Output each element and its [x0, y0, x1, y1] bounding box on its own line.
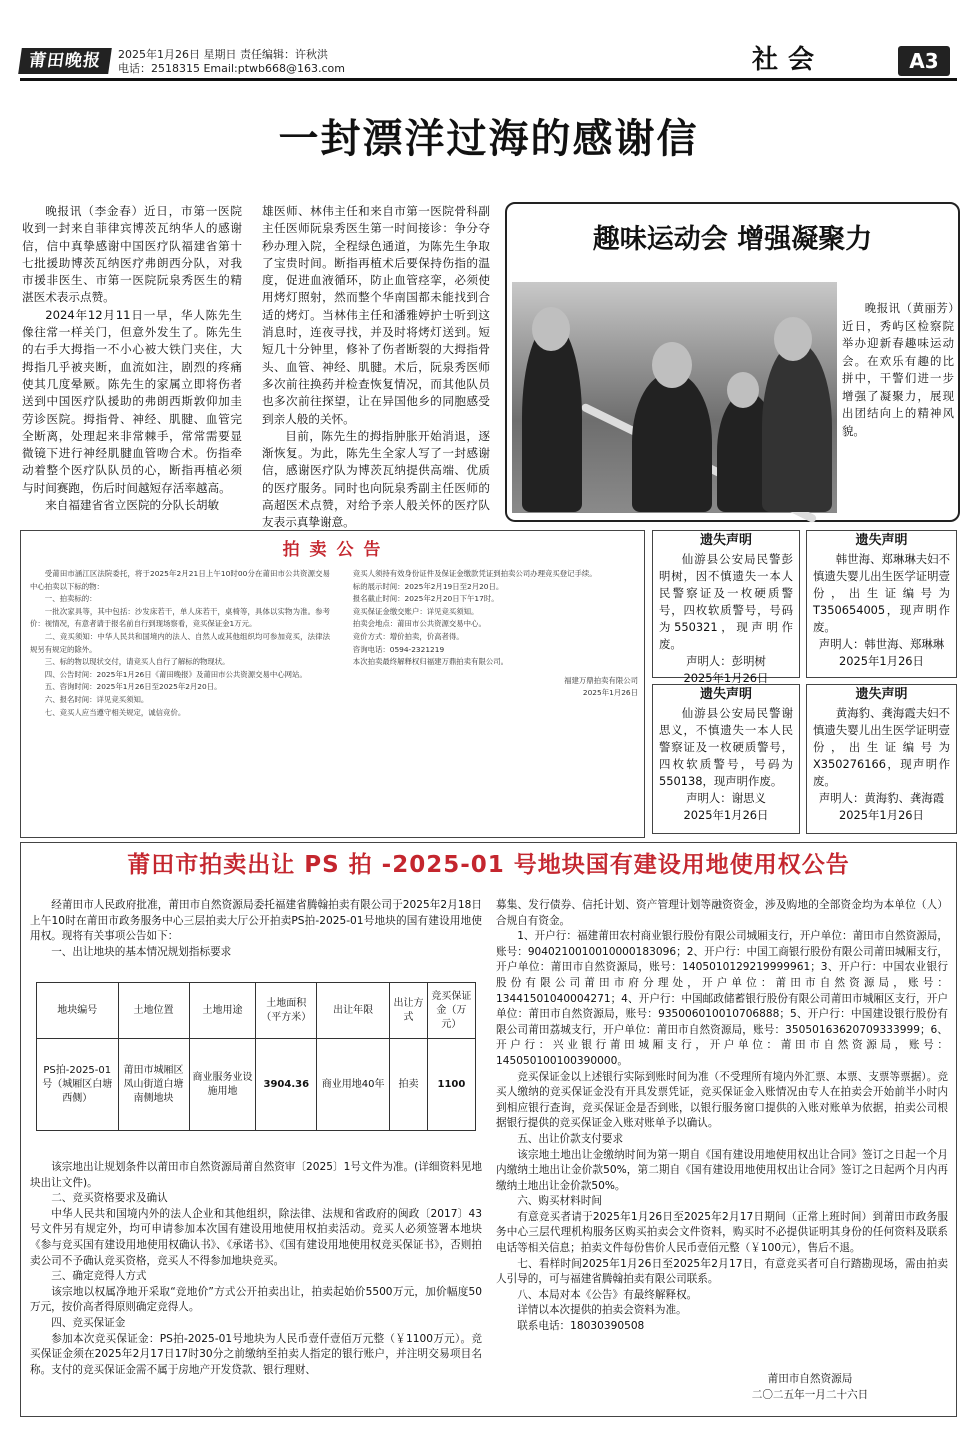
- photo-caption-text: 晚报讯（黄丽芳）近日，秀屿区检察院举办迎新春趣味运动会。在欢乐有趣的比拼中，干警们进一步增强了凝聚力，展现出团结向上的精神风貌。: [842, 301, 954, 438]
- face-shape: [727, 372, 759, 408]
- contact-line: 电话：2518315 Email:ptwb668@163.com: [118, 62, 345, 75]
- article-paragraph: 2024年12月11日一早，华人陈先生像往常一样关门，但意外发生了。陈先生的右手大拇指一不小心被大铁门夹住，大拇指几乎被夹断，血流如注，剧烈的疼痛使其几度晕厥。陈先生的家属立即将伤者送到中国医疗队援助的弗朗西斯敦仰加圭劳诊医院。拇指骨、神经、肌腱、血管完全断离，处理起来非常棘手，常常需要显微镜下进行神经肌腱血管吻合术。伤指牵动着整个医疗队队员的心，断指再植必须与时间赛跑，伤后时间越短存活率越高。: [22, 307, 242, 495]
- auction-para: 三、标的物以现状交付，请竞买人自行了解标的物现状。: [44, 657, 230, 667]
- land-para: 五、出让价款支付要求: [517, 1132, 624, 1145]
- land-para: 竞买保证金以上述银行实际到账时间为准（不受理所有境内外汇票、本票、支票等票据）。竞买人缴纳的竞买保证金没有开具发票凭证，竞买保证金入账情况由专人在拍卖会开始前半小时内到相应银行查询，竞买保证金是否到账，以银行服务窗口提供的入账对账单为依据，拍卖公司根据银行提供的竞买保证金入账对账单予以确认。: [496, 1070, 948, 1130]
- header-rule: [20, 78, 957, 81]
- land-notice-signature: [690, 1372, 930, 1403]
- land-para: 该宗地以权属净地开采取“竞地价”方式公开拍卖出让，拍卖起始价5500万元，加价幅度50万元，按价高者得原则确定竞得人。: [30, 1285, 482, 1314]
- face-shape: [652, 342, 692, 388]
- table-header-cell: 土地用途: [189, 983, 256, 1039]
- photo-caption: [842, 300, 954, 440]
- land-para: 中华人民共和国境内外的法人企业和其他组织，除法律、法规和省政府的闽政〔2017〕43号文件另有规定外，均可申请参加本次国有建设用地使用权拍卖活动。竞买人必须签署本地块《参与竞买国有建设用地使用权确认书》、《承诺书》、《国有建设用地使用权竞买保证书》，否则拍卖公司不予确认竞买资格，竞买人不得参加地块竞买。: [30, 1207, 482, 1267]
- land-para: 七、看样时间2025年1月26日至2025年2月17日，有意竞买者可自行踏勘现场，需由拍卖人引导的，可与福建省腾翰拍卖有限公司联系。: [496, 1257, 948, 1286]
- lost-notice-body: 韩世海、郑琳琳夫妇不慎遗失婴儿出生医学证明壹份，出生证编号为T350654005，现声明作废。: [813, 552, 950, 634]
- table-cell: 莆田市城厢区凤山街道白塘南侧地块: [118, 1039, 189, 1131]
- auction-para: 一、拍卖标的：: [44, 594, 97, 604]
- land-para: 该宗地出让规划条件以莆田市自然资源局莆自然资审〔2025〕1号文件为准。(详细资料见地块出让文件)。: [30, 1161, 482, 1189]
- tug-of-war-photo: [512, 282, 837, 513]
- article-paragraph: 来自福建省省立医院的分队长胡敏: [45, 498, 220, 513]
- table-header-cell: 土地面积（平方米）: [256, 983, 317, 1039]
- auction-para: 五、咨询时间：2025年1月26日至2025年2月20日。: [44, 682, 222, 692]
- table-cell: 商业服务业设施用地: [189, 1039, 256, 1131]
- lost-notice-date: 2025年1月26日: [839, 654, 924, 668]
- lost-notice-signer: 声明人：彭明树: [686, 654, 766, 668]
- lost-notice-date: 2025年1月26日: [839, 808, 924, 822]
- land-notice-left-column: [30, 1160, 482, 1410]
- article-column-1: [22, 203, 242, 515]
- article-paragraph: 晚报讯（李金春）近日，市第一医院收到一封来自菲律宾博茨瓦纳华人的感谢信，信中真挚感谢中国医疗队福建省第十七批援助博茨瓦纳医疗弗朗西分队，对我市援非医生、市第一医院阮泉秀医生的精湛医术表示点赞。: [22, 204, 242, 305]
- table-header-cell: 竞买保证金（万元）: [427, 983, 475, 1039]
- land-notice-right-column: [496, 898, 948, 1368]
- land-parcel-table: [36, 982, 476, 1131]
- land-date: 二〇二五年一月二十六日: [751, 1388, 869, 1401]
- article-headline: 一封漂洋过海的感谢信: [278, 116, 699, 162]
- auction-para: 本次拍卖最终解释权归福建万鼎拍卖有限公司。: [352, 657, 509, 667]
- lost-notice-title: 遗失声明: [855, 533, 908, 548]
- table-cell: 拍卖: [390, 1039, 428, 1131]
- face-shape: [532, 307, 570, 351]
- auction-para: 一批次家具等，其中包括：沙发床若干，单人床若干，桌椅等，具体以实物为准。参考价：视情况，有意者请于报名前自行到现场察看，竞买保证金1万元。: [30, 606, 330, 629]
- land-para: 联系电话：18030390508: [517, 1320, 645, 1333]
- auction-para: 报名截止时间：2025年2月20日下午17时。: [352, 594, 499, 604]
- auction-para: 七、竞买人应当遵守相关规定，诚信竞价。: [44, 707, 186, 717]
- land-section-1: 一、出让地块的基本情况规划指标要求: [51, 945, 232, 958]
- lost-notice: [652, 530, 800, 685]
- lost-notice-title: 遗失声明: [699, 533, 752, 548]
- table-header-row: [37, 983, 476, 1039]
- auction-para: 四、公告时间：2025年1月26日《莆田晚报》及莆田市公共资源交易中心网站。: [44, 669, 307, 679]
- lost-notice-date: 2025年1月26日: [683, 671, 769, 685]
- person-shape: [762, 342, 832, 512]
- lost-notice-signer: 声明人：黄海豹、龚海霞: [818, 791, 945, 805]
- table-cell: 商业用地40年: [317, 1039, 390, 1131]
- auction-company: 福建万鼎拍卖有限公司: [564, 675, 638, 685]
- lost-notice-signer: 声明人：谢思义: [686, 791, 766, 805]
- person-shape: [632, 372, 712, 512]
- auction-para: 标的展示时间：2025年2月19日至2月20日。: [352, 581, 504, 591]
- lost-notice-date: 2025年1月26日: [683, 808, 769, 822]
- auction-para: 竞买人须持有效身份证件及保证金缴款凭证到拍卖公司办理竞买登记手续。: [352, 569, 597, 578]
- lost-notice-title: 遗失声明: [699, 687, 752, 702]
- land-para: 该宗地土地出让金缴纳时间为第一期自《国有建设用地使用权出让合同》签订之日起一个月内缴纳土地出让金价款50%，第二期自《国有建设用地使用权出让合同》签订之日起两个月内再缴纳土地出让金价款50%。: [496, 1148, 948, 1192]
- table-header-cell: 土地位置: [118, 983, 189, 1039]
- auction-para: 拍卖会地点：莆田市公共资源交易中心。: [352, 619, 486, 629]
- lost-notice-body: 黄海豹、龚海霞夫妇不慎遗失婴儿出生医学证明壹份，出生证编号为X350276166，现声明作废。: [813, 706, 950, 788]
- land-para: 六、购买材料时间: [517, 1195, 602, 1208]
- land-para: 1、开户行：福建莆田农村商业银行股份有限公司城厢支行，开户单位：莆田市自然资源局，账号：9040210010010000183096；2、开户行：中国工商银行股份有限公司莆田城厢支行，开户单位：莆田市自然资源局，账号：1405010129219999961；3、开户行：中国农业银行股份有限公司莆田市府分理处，开户单位：莆田市自然资源局，账号：13441501040004271；4、开户行：中国邮政储蓄银行股份有限公司莆田市城厢区支行，开户单位：莆田市自然资源局，账号：935006010010706888；5、开户行：中国建设银行股份有限公司莆田荔城支行，开户单位：莆田市自然资源局，账号：35050163620709333999；6、开户行：兴业银行莆田城厢支行，开户单位：莆田市自然资源局，账号：145050100100390000。: [496, 930, 948, 1067]
- auction-para: 咨询电话：0594-2321219: [352, 644, 445, 654]
- land-para: 参加本次竞买保证金：PS拍-2025-01号地块为人民币壹仟壹佰万元整（￥1100万元）。竞买保证金须在2025年2月17日17时30分之前缴纳至拍卖人指定的银行账户，并注明交易项目名称。支付的竞买保证金需不属于房地产开发贷款、银行理财、: [30, 1332, 482, 1376]
- land-para: 三、确定竞得人方式: [51, 1270, 147, 1283]
- table-header-cell: 出让方式: [390, 983, 428, 1039]
- lost-notice-body: 仙游县公安局民警谢思义，不慎遗失一本人民警察证及一枚硬质警号，四枚软质警号，号码为550138，现声明作废。: [659, 706, 793, 788]
- face-shape: [774, 317, 812, 361]
- article-paragraph: 雄医师、林伟主任和来自市第一医院骨科副主任医师阮泉秀医生第一时间接诊：争分夺秒办理入院，全程绿色通道，为陈先生争取了宝贵时间。断指再植术后要保持伤指的温度，促进血液循环，防止血管痉挛，必须使用烤灯照射，然而整个华南国都未能找到合适的烤灯。当林伟主任和潘雅婷护士听到这消息时，连夜寻找，并及时将烤灯送到。短短几十分钟里，修补了伤者断裂的大拇指骨头、血管、神经、肌腱。术后，阮泉秀医师多次前往换药并检查恢复情况，而其他队员也多次前往探望，让在异国他乡的同胞感受到亲人般的关怀。: [262, 204, 490, 426]
- table-cell: 3904.36: [256, 1039, 317, 1131]
- land-para: 详情以本次提供的拍卖会资料为准。: [517, 1304, 687, 1317]
- table-row: [37, 1039, 476, 1131]
- newspaper-logo: 莆田晚报: [18, 48, 112, 74]
- auction-notice-column-2: [338, 568, 638, 830]
- auction-para: 竞价方式：增价拍卖，价高者得。: [352, 631, 464, 641]
- masthead-meta: [118, 48, 345, 76]
- land-intro-text: 经莆田市人民政府批准，莆田市自然资源局委托福建省腾翰拍卖有限公司于2025年2月18日上午10时在莆田市政务服务中心三层拍卖大厅公开拍卖PS拍-2025-01号地块的国有建设用地使用权。现将有关事项公告如下：: [30, 899, 482, 943]
- page-number: A3: [898, 46, 950, 76]
- land-para: 八、本局对本《公告》有最终解释权。: [517, 1288, 698, 1301]
- table-header-cell: 出让年限: [317, 983, 390, 1039]
- auction-para: 六、报名时间：详见竞买须知。: [44, 694, 149, 704]
- lost-notice-body: 仙游县公安局民警彭明树，因不慎遗失一本人民警察证及一枚硬质警号，四枚软质警号，号码为550321，现声明作废。: [659, 552, 793, 651]
- table-cell: 1100: [427, 1039, 475, 1131]
- lost-notice-signer: 声明人：韩世海、郑琳琳: [818, 637, 945, 651]
- lost-notice-title: 遗失声明: [855, 687, 908, 702]
- table-cell: PS拍-2025-01号（城厢区白塘西侧）: [37, 1039, 119, 1131]
- land-para: 有意竞买者请于2025年1月26日至2025年2月17日期间（正常上班时间）到莆田市政务服务中心三层代理机构服务区购买拍卖会文件资料，购买时不必提供证明其身份的任何资料及联系电话等相关信息；拍卖文件每份售价人民币壹佰元整（￥100元），售后不退。: [496, 1210, 948, 1255]
- auction-notice-column-1: [30, 568, 330, 830]
- table-header-cell: 地块编号: [37, 983, 119, 1039]
- auction-notice-title: 拍 卖 公 告: [282, 540, 383, 560]
- section-title: 社会: [752, 45, 825, 75]
- photo-story-title: 趣味运动会 增强凝聚力: [592, 224, 873, 255]
- lost-notice: [806, 530, 957, 678]
- lost-notice: [806, 684, 957, 834]
- auction-para: 二、竞买须知：中华人民共和国境内的法人、自然人或其他组织均可参加竞买，法律法规另有规定的除外。: [30, 631, 330, 654]
- lost-notice: [652, 684, 800, 834]
- land-notice-title: 莆田市拍卖出让 PS 拍 -2025-01 号地块国有建设用地使用权公告: [127, 852, 850, 878]
- auction-para: 竞买保证金缴交账户：详见竞买须知。: [352, 606, 479, 616]
- land-para: 四、竞买保证金: [51, 1316, 126, 1329]
- land-parcel-table-wrap: [36, 982, 476, 1131]
- land-notice-intro: [30, 898, 482, 983]
- auction-para: 受莆田市涵江区法院委托，将于2025年2月21日上午10时00分在莆田市公共资源交易中心拍卖以下标的物：: [30, 569, 330, 591]
- land-para: 募集、发行债券、信托计划、资产管理计划等融资资金，涉及购地的全部资金均为本单位（人）合规自有资金。: [496, 899, 948, 927]
- issue-date-line: 2025年1月26日 星期日 责任编辑：许秋洪: [118, 48, 328, 61]
- auction-date: 2025年1月26日: [582, 688, 638, 698]
- article-paragraph: 目前，陈先生的拇指肿胀开始消退，逐渐恢复。为此，陈先生全家人写了一封感谢信，感谢医疗队为博茨瓦纳提供高端、优质的医疗服务。同时也向阮泉秀副主任医师的高超医术点赞，对给予亲人般关怀的医疗队友表示真挚谢意。: [262, 428, 490, 530]
- land-para: 二、竞买资格要求及确认: [51, 1192, 168, 1205]
- land-issuer: 莆田市自然资源局: [767, 1373, 853, 1385]
- article-column-2: [262, 203, 490, 530]
